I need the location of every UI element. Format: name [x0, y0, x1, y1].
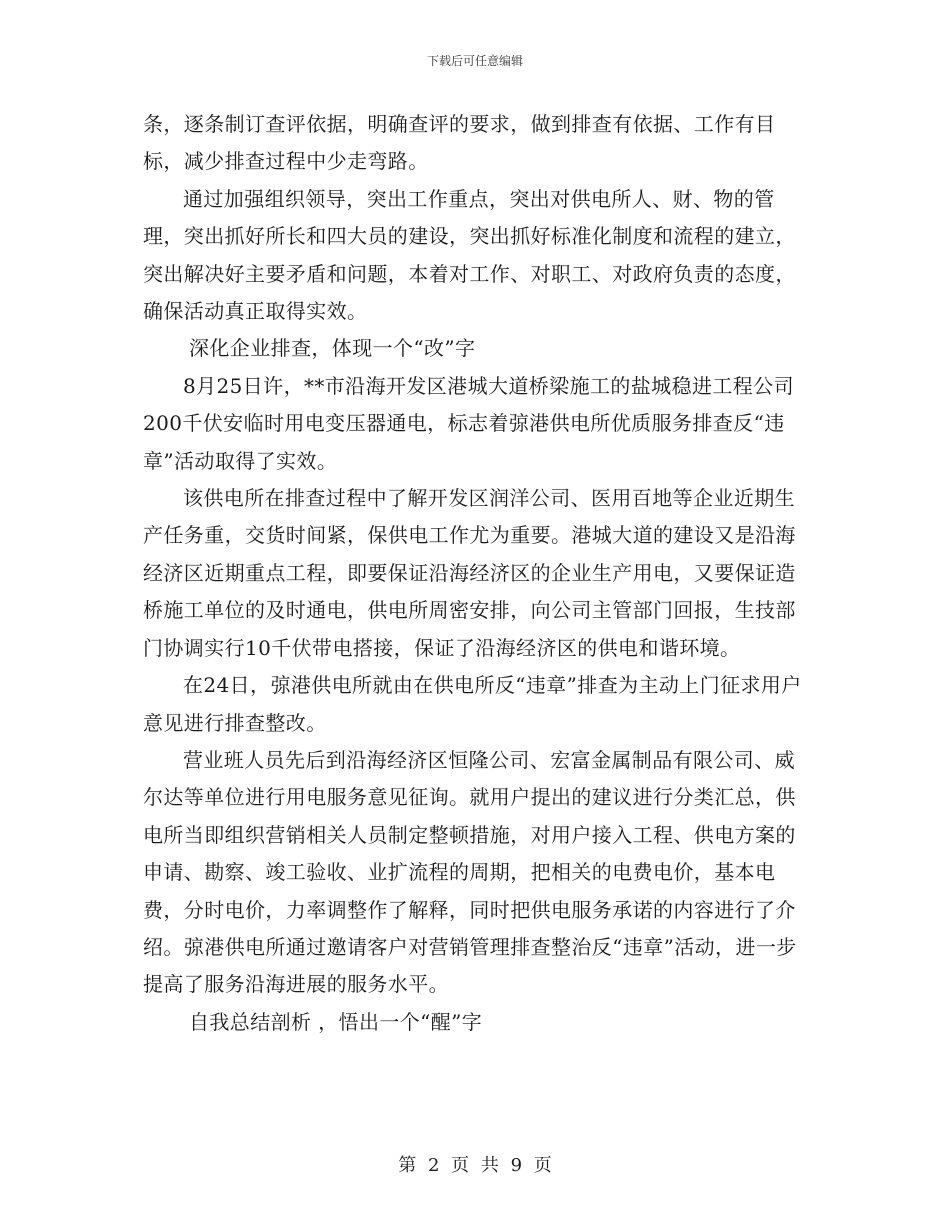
section-heading-gai: 深化企业排查，体现一个“改”字	[189, 336, 476, 361]
document-body	[143, 106, 807, 1041]
paragraph: 通过加强组织领导，突出工作重点，突出对供电所人、财、物的管理，突出抓好所长和四大员的建设，突出抓好标准化制度和流程的建立，突出解决好主要矛盾和问题，本着对工作、对职工、对政府负责的态度，确保活动真正取得实效。	[143, 186, 796, 324]
page-number-footer: 第 2 页 共 9 页	[398, 1155, 552, 1176]
section-heading-xing: 自我总结剖析 ，悟出一个“醒”字	[189, 1009, 483, 1034]
paragraph: 8月25日许，**市沿海开发区港城大道桥梁施工的盐城稳进工程公司200千伏安临时用电变压器通电，标志着弶港供电所优质服务排查反“违章”活动取得了实效。	[143, 373, 794, 473]
paragraph-continuation: 条，逐条制订查评依据，明确查评的要求，做到排查有依据、工作有目标，减少排查过程中少走弯路。	[143, 112, 776, 174]
page-header: 下载后可任意编辑	[426, 54, 523, 68]
paragraph: 营业班人员先后到沿海经济区恒隆公司、宏富金属制品有限公司、威尔达等单位进行用电服务意见征询。就用户提出的建议进行分类汇总，供电所当即组织营销相关人员制定整顿措施，对用户接入工程、供电方案的申请、勘察、竣工验收、业扩流程的周期，把相关的电费电价，基本电费，分时电价，力率调整作了解释，同时把供电服务承诺的内容进行了介绍。弶港供电所通过邀请客户对营销管理排查整治反“违章”活动，进一步提高了服务沿海进展的服务水平。	[143, 747, 797, 997]
paragraph: 在24日，弶港供电所就由在供电所反“违章”排查为主动上门征求用户意见进行排查整改。	[143, 673, 802, 735]
paragraph: 该供电所在排查过程中了解开发区润洋公司、医用百地等企业近期生产任务重，交货时间紧，保供电工作尤为重要。港城大道的建设又是沿海经济区近期重点工程，即要保证沿海经济区的企业生产用电，又要保证造桥施工单位的及时通电，供电所周密安排，向公司主管部门回报，生技部门协调实行10千伏带电搭接，保证了沿海经济区的供电和谐环境。	[143, 486, 796, 660]
